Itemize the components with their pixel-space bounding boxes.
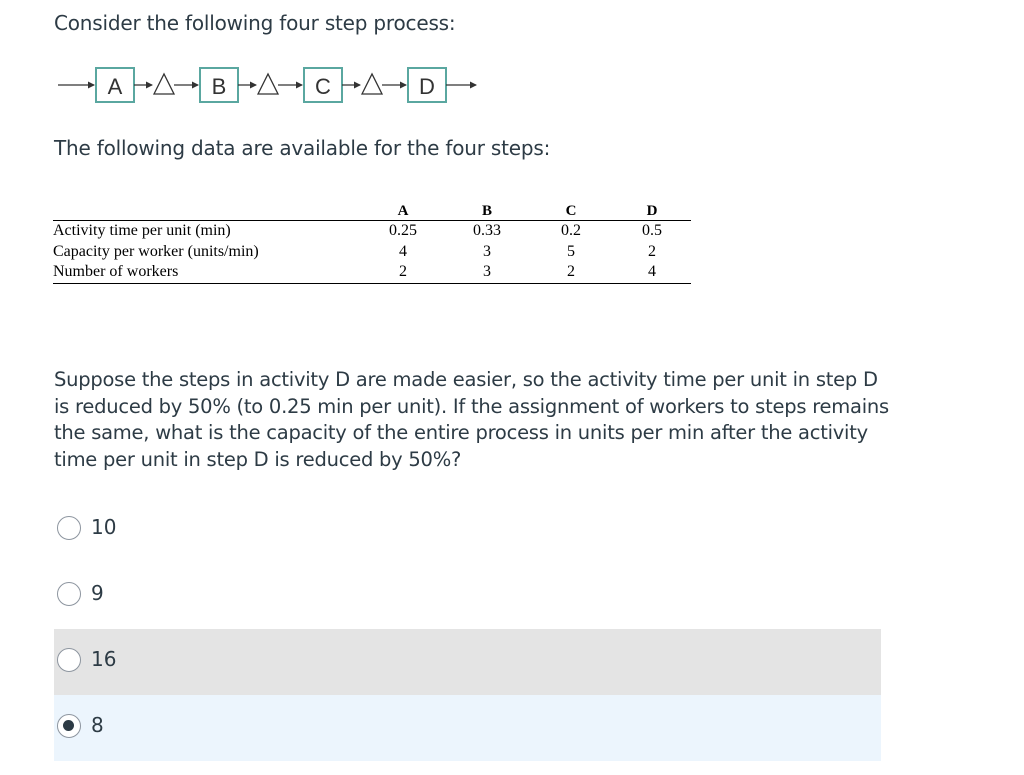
row-label: Capacity per worker (units/min)	[53, 242, 259, 260]
answer-option-selected[interactable]	[54, 695, 881, 761]
answer-label: 16	[91, 647, 117, 671]
answer-option[interactable]	[54, 629, 881, 695]
table-header-d: D	[646, 203, 658, 219]
table-header-b: B	[481, 203, 492, 219]
table-row	[53, 242, 691, 263]
table-cell: 2	[567, 263, 575, 281]
table-cell: 4	[648, 263, 656, 281]
triangle-buffer-icon	[154, 74, 174, 94]
table-cell: 5	[567, 242, 575, 260]
intro-text: Consider the following four step process:	[54, 11, 456, 35]
table-cell: 0.5	[642, 222, 662, 240]
answer-label: 9	[91, 581, 104, 605]
radio-button-selected[interactable]	[57, 714, 81, 738]
process-data-table	[53, 203, 691, 284]
answer-option[interactable]	[54, 563, 881, 629]
table-cell: 0.25	[389, 222, 417, 240]
row-label: Activity time per unit (min)	[53, 222, 231, 240]
table-header-c: C	[565, 203, 577, 219]
radio-dot-icon	[63, 720, 74, 731]
data-intro-text: The following data are available for the four steps:	[54, 136, 551, 160]
step-label-a: A	[107, 74, 123, 99]
radio-button[interactable]	[57, 516, 81, 540]
table-cell: 0.2	[561, 222, 581, 240]
table-header-row	[53, 203, 691, 221]
radio-button[interactable]	[57, 582, 81, 606]
table-cell: 3	[483, 263, 491, 281]
table-row	[53, 262, 691, 283]
answer-label: 8	[91, 713, 104, 737]
radio-button[interactable]	[57, 648, 81, 672]
table-cell: 0.33	[473, 222, 501, 240]
triangle-buffer-icon	[258, 74, 278, 94]
table-row	[53, 221, 691, 242]
table-header-empty	[53, 203, 361, 221]
row-label: Number of workers	[53, 263, 179, 281]
process-flow-diagram	[56, 60, 486, 110]
answer-list	[54, 497, 881, 761]
table-cell: 2	[648, 242, 656, 260]
step-label-c: C	[315, 74, 331, 99]
answer-label: 10	[91, 515, 117, 539]
step-label-b: B	[211, 74, 227, 99]
table-header-a: A	[397, 203, 409, 219]
table-cell: 2	[399, 263, 407, 281]
step-label-d: D	[419, 74, 435, 99]
table-cell: 3	[483, 242, 491, 260]
question-text: Suppose the steps in activity D are made easier, so the activity time per unit in step D is reduced by 50% (to 0.25 min per unit). If the assignment of workers to steps remains the same, what is the capacity of the entire process in units per min after the activity time per unit in step D is reduced by 50%?	[54, 368, 889, 471]
answer-option[interactable]	[54, 497, 881, 563]
table-cell: 4	[399, 242, 407, 260]
triangle-buffer-icon	[362, 74, 382, 94]
